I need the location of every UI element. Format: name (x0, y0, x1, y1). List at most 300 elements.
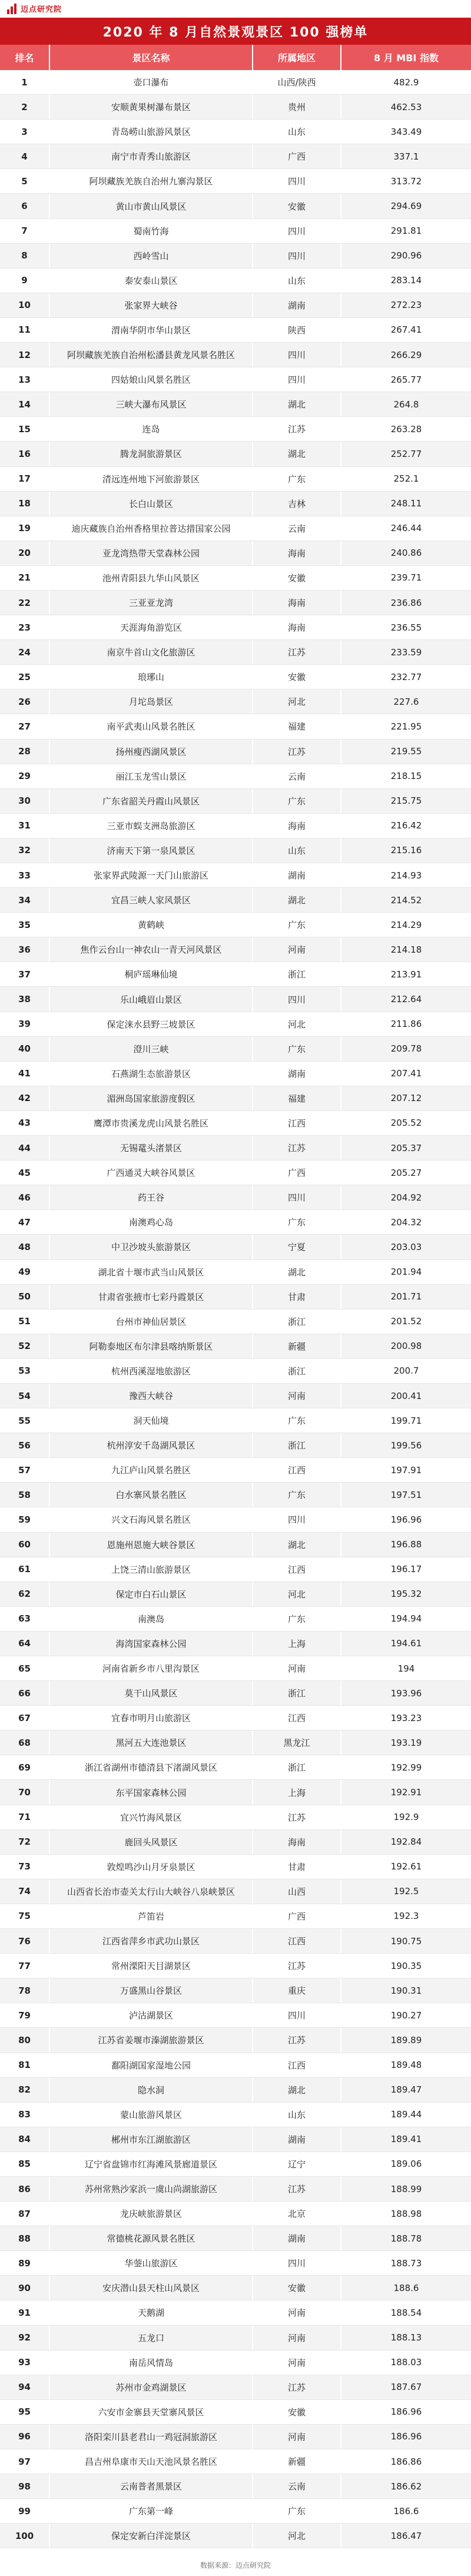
cell-region: 山西 (253, 1879, 341, 1904)
cell-region: 湖南 (253, 863, 341, 887)
cell-mbi: 196.96 (390, 1514, 422, 1525)
cell-mbi: 197.91 (390, 1464, 422, 1476)
cell-name: 五龙口 (50, 2326, 253, 2350)
table-row (0, 1954, 471, 1978)
cell-mbi: 211.86 (390, 1019, 422, 1030)
cell-mbi: 233.59 (390, 647, 422, 658)
cell-rank: 55 (0, 1408, 50, 1433)
cell-rank: 25 (0, 665, 50, 689)
cell-region: 安徽 (253, 2276, 341, 2300)
cell-name: 常德桃花源风景名胜区 (50, 2226, 253, 2250)
cell-name: 江苏省姜堰市溱湖旅游景区 (50, 2028, 253, 2052)
cell-name: 黑河五大连池景区 (50, 1730, 253, 1755)
cell-name: 安庆潜山县天柱山风景区 (50, 2276, 253, 2300)
cell-name: 池州青阳县九华山风景区 (50, 566, 253, 590)
cell-mbi: 215.16 (390, 845, 422, 856)
cell-region: 四川 (253, 2003, 341, 2027)
cell-mbi: 240.86 (390, 548, 422, 559)
table-row (0, 2003, 471, 2028)
table-row (0, 169, 471, 194)
cell-mbi: 252.1 (393, 473, 419, 485)
cell-rank: 46 (0, 1185, 50, 1209)
table-row (0, 2499, 471, 2524)
cell-rank: 94 (0, 2375, 50, 2399)
table-row (0, 2300, 471, 2325)
cell-mbi: 265.77 (390, 374, 422, 385)
cell-region: 上海 (253, 1632, 341, 1656)
cell-name: 泰安泰山景区 (50, 268, 253, 293)
cell-name: 济南天下第一泉风景区 (50, 838, 253, 863)
cell-name: 湖北省十堰市武当山风景区 (50, 1260, 253, 1284)
table-row (0, 1805, 471, 1830)
table-row (0, 442, 471, 466)
cell-region: 江苏 (253, 1954, 341, 1978)
table-row (0, 541, 471, 566)
cell-mbi: 193.19 (390, 1737, 422, 1748)
cell-name: 洞天仙境 (50, 1408, 253, 1433)
cell-mbi: 248.11 (390, 498, 422, 509)
table-row (0, 417, 471, 442)
cell-mbi: 267.41 (390, 324, 422, 336)
cell-rank: 32 (0, 838, 50, 863)
cell-region: 安徽 (253, 194, 341, 218)
cell-rank: 37 (0, 962, 50, 986)
cell-mbi: 200.98 (390, 1341, 422, 1352)
cell-name: 壶口瀑布 (50, 70, 253, 94)
table-row (0, 814, 471, 838)
cell-rank: 36 (0, 937, 50, 962)
cell-region: 江西 (253, 1706, 341, 1730)
cell-mbi: 236.55 (390, 622, 422, 633)
cell-mbi: 201.52 (390, 1316, 422, 1327)
cell-region: 四川 (253, 367, 341, 392)
top-bar (0, 0, 471, 18)
bar-chart-icon (7, 4, 18, 14)
cell-rank: 87 (0, 2202, 50, 2226)
cell-region: 江苏 (253, 640, 341, 664)
table-row (0, 689, 471, 714)
cell-rank: 85 (0, 2152, 50, 2176)
cell-region: 山西/陕西 (253, 70, 341, 94)
cell-mbi: 188.78 (390, 2233, 422, 2244)
cell-region: 河南 (253, 1656, 341, 1680)
cell-rank: 73 (0, 1855, 50, 1879)
cell-name: 海湾国家森林公园 (50, 1632, 253, 1656)
table-row (0, 640, 471, 665)
table-row (0, 219, 471, 244)
cell-rank: 43 (0, 1111, 50, 1135)
table-row (0, 1136, 471, 1161)
cell-region: 陕西 (253, 318, 341, 342)
table-row (0, 2177, 471, 2202)
cell-mbi: 190.27 (390, 2010, 422, 2021)
cell-name: 扬州瘦西湖风景区 (50, 740, 253, 764)
header-mbi: 8 月 MBI 指数 (374, 52, 439, 64)
cell-rank: 71 (0, 1805, 50, 1829)
cell-name: 丽江玉龙雪山景区 (50, 764, 253, 788)
cell-mbi: 462.53 (390, 101, 422, 112)
cell-name: 四姑娘山风景名胜区 (50, 367, 253, 392)
cell-name: 昌吉州阜康市天山天池风景名胜区 (50, 2449, 253, 2474)
table-row (0, 1260, 471, 1285)
table-row (0, 2103, 471, 2127)
cell-name: 东平国家森林公园 (50, 1780, 253, 1804)
cell-region: 广东 (253, 1037, 341, 1061)
table-row (0, 1185, 471, 1210)
cell-region: 湖北 (253, 442, 341, 466)
cell-name: 杭州西溪湿地旅游区 (50, 1359, 253, 1383)
logo-text: 迈点研究院 (21, 5, 62, 14)
cell-mbi: 214.29 (390, 919, 422, 930)
cell-region: 河南 (253, 2425, 341, 2449)
cell-rank: 38 (0, 987, 50, 1011)
cell-mbi: 195.32 (390, 1589, 422, 1600)
cell-region: 湖南 (253, 2127, 341, 2151)
cell-region: 新疆 (253, 1334, 341, 1358)
cell-mbi: 187.67 (390, 2382, 422, 2393)
cell-mbi: 197.51 (390, 1489, 422, 1500)
cell-region: 辽宁 (253, 2152, 341, 2176)
brand-logo (7, 3, 62, 14)
table-row (0, 838, 471, 863)
cell-mbi: 313.72 (390, 175, 422, 187)
cell-rank: 2 (0, 95, 50, 119)
cell-rank: 16 (0, 442, 50, 466)
cell-mbi: 192.61 (390, 1861, 422, 1872)
table-row (0, 913, 471, 937)
table-row (0, 95, 471, 120)
cell-region: 云南 (253, 764, 341, 788)
cell-name: 广东第一峰 (50, 2499, 253, 2523)
cell-name: 广西通灵大峡谷风景区 (50, 1161, 253, 1185)
cell-name: 腾龙洞旅游景区 (50, 442, 253, 466)
cell-name: 南岳风情岛 (50, 2350, 253, 2375)
cell-rank: 60 (0, 1533, 50, 1557)
cell-region: 甘肃 (253, 1855, 341, 1879)
table-row (0, 987, 471, 1012)
table-row (0, 2127, 471, 2152)
cell-rank: 72 (0, 1830, 50, 1854)
cell-region: 江西 (253, 1111, 341, 1135)
table-row (0, 1904, 471, 1929)
table-row (0, 764, 471, 789)
cell-mbi: 199.71 (390, 1415, 422, 1426)
cell-rank: 33 (0, 863, 50, 887)
cell-region: 河南 (253, 937, 341, 962)
cell-rank: 24 (0, 640, 50, 664)
cell-mbi: 221.95 (390, 721, 422, 732)
cell-mbi: 204.32 (390, 1216, 422, 1228)
header-name: 景区名称 (50, 45, 253, 70)
table-row (0, 1285, 471, 1309)
cell-rank: 41 (0, 1062, 50, 1086)
table-row (0, 789, 471, 814)
cell-region: 海南 (253, 1830, 341, 1854)
table-row (0, 1507, 471, 1532)
table-row (0, 665, 471, 689)
cell-mbi: 192.91 (390, 1787, 422, 1798)
cell-mbi: 264.8 (393, 399, 419, 410)
table-row (0, 1483, 471, 1507)
cell-region: 浙江 (253, 1433, 341, 1457)
cell-region: 广东 (253, 789, 341, 813)
table-row (0, 1780, 471, 1805)
cell-rank: 28 (0, 740, 50, 764)
cell-mbi: 192.3 (393, 1911, 419, 1922)
cell-name: 豫西大峡谷 (50, 1384, 253, 1408)
table-row (0, 1607, 471, 1632)
cell-rank: 49 (0, 1260, 50, 1284)
cell-region: 海南 (253, 814, 341, 838)
cell-region: 四川 (253, 1507, 341, 1531)
cell-region: 江苏 (253, 740, 341, 764)
cell-region: 江西 (253, 2053, 341, 2077)
table-row (0, 2276, 471, 2300)
table-row (0, 70, 471, 95)
cell-name: 琅琊山 (50, 665, 253, 689)
cell-rank: 13 (0, 367, 50, 392)
cell-mbi: 219.55 (390, 746, 422, 757)
cell-region: 广东 (253, 467, 341, 491)
cell-region: 四川 (253, 244, 341, 268)
cell-mbi: 201.71 (390, 1291, 422, 1302)
cell-mbi: 263.28 (390, 423, 422, 435)
ranking-table (0, 70, 471, 2548)
cell-name: 河南省新乡市八里沟景区 (50, 1656, 253, 1680)
cell-rank: 77 (0, 1954, 50, 1978)
cell-name: 阿坝藏族羌族自治州松潘县黄龙风景名胜区 (50, 343, 253, 367)
cell-rank: 39 (0, 1012, 50, 1036)
cell-name: 白水寨风景名胜区 (50, 1483, 253, 1507)
cell-name: 天涯海角游览区 (50, 615, 253, 639)
cell-name: 兴文石海风景名胜区 (50, 1507, 253, 1531)
cell-rank: 67 (0, 1706, 50, 1730)
cell-name: 万盛黑山谷景区 (50, 1978, 253, 2003)
cell-rank: 95 (0, 2400, 50, 2424)
cell-region: 江苏 (253, 1805, 341, 1829)
cell-rank: 18 (0, 492, 50, 516)
cell-region: 四川 (253, 343, 341, 367)
cell-mbi: 239.71 (390, 572, 422, 584)
table-row (0, 1582, 471, 1607)
cell-mbi: 343.49 (390, 126, 422, 137)
table-row (0, 244, 471, 268)
cell-rank: 50 (0, 1285, 50, 1309)
cell-name: 华蓥山旅游区 (50, 2251, 253, 2275)
cell-rank: 79 (0, 2003, 50, 2027)
cell-name: 宜兴竹海风景区 (50, 1805, 253, 1829)
cell-rank: 57 (0, 1458, 50, 1482)
table-row (0, 2449, 471, 2474)
cell-name: 黄鹤峡 (50, 913, 253, 937)
cell-name: 南宁市青秀山旅游区 (50, 144, 253, 168)
table-row (0, 1111, 471, 1136)
cell-mbi: 236.86 (390, 597, 422, 608)
table-row (0, 566, 471, 591)
cell-mbi: 192.99 (390, 1762, 422, 1773)
table-row (0, 1458, 471, 1483)
cell-name: 辽宁省盘锦市红海滩风景廊道景区 (50, 2152, 253, 2176)
cell-name: 广东省韶关丹霞山风景区 (50, 789, 253, 813)
cell-region: 江苏 (253, 417, 341, 441)
cell-rank: 90 (0, 2276, 50, 2300)
cell-name: 鹿回头风景区 (50, 1830, 253, 1854)
table-row (0, 144, 471, 169)
cell-mbi: 186.96 (390, 2431, 422, 2442)
cell-region: 山东 (253, 268, 341, 293)
table-row (0, 293, 471, 318)
cell-region: 云南 (253, 516, 341, 541)
cell-region: 江苏 (253, 2028, 341, 2052)
cell-name: 乐山峨眉山景区 (50, 987, 253, 1011)
cell-rank: 76 (0, 1929, 50, 1953)
cell-rank: 29 (0, 764, 50, 788)
cell-name: 恩施州恩施大峡谷景区 (50, 1533, 253, 1557)
cell-mbi: 209.78 (390, 1043, 422, 1055)
cell-rank: 47 (0, 1210, 50, 1234)
cell-name: 三亚市蜈支洲岛旅游区 (50, 814, 253, 838)
cell-rank: 30 (0, 789, 50, 813)
table-row (0, 1706, 471, 1730)
cell-mbi: 214.52 (390, 894, 422, 906)
cell-name: 鄱阳湖国家湿地公园 (50, 2053, 253, 2077)
cell-name: 石燕湖生态旅游景区 (50, 1062, 253, 1086)
cell-mbi: 482.9 (393, 77, 419, 88)
table-header (0, 45, 471, 70)
table-row (0, 1359, 471, 1384)
table-row (0, 1557, 471, 1582)
cell-mbi: 188.98 (390, 2208, 422, 2219)
cell-mbi: 205.27 (390, 1167, 422, 1178)
table-row (0, 2226, 471, 2251)
table-row (0, 120, 471, 144)
table-row (0, 1879, 471, 1904)
table-row (0, 1235, 471, 1259)
table-row (0, 194, 471, 218)
table-row (0, 467, 471, 492)
table-row (0, 392, 471, 417)
cell-rank: 65 (0, 1656, 50, 1680)
cell-mbi: 205.52 (390, 1118, 422, 1129)
table-row (0, 268, 471, 293)
cell-rank: 80 (0, 2028, 50, 2052)
cell-name: 鹰潭市贵溪龙虎山风景名胜区 (50, 1111, 253, 1135)
cell-mbi: 207.12 (390, 1093, 422, 1104)
cell-mbi: 290.96 (390, 250, 422, 261)
cell-rank: 5 (0, 169, 50, 193)
cell-rank: 59 (0, 1507, 50, 1531)
table-row (0, 1855, 471, 1879)
cell-name: 蜀南竹海 (50, 219, 253, 243)
cell-rank: 42 (0, 1086, 50, 1110)
cell-name: 无锡鼋头渚景区 (50, 1136, 253, 1160)
cell-mbi: 189.41 (390, 2134, 422, 2145)
table-row (0, 2078, 471, 2103)
cell-mbi: 207.41 (390, 1068, 422, 1079)
cell-region: 河南 (253, 1384, 341, 1408)
cell-name: 芦笛岩 (50, 1904, 253, 1928)
table-row (0, 937, 471, 962)
cell-rank: 84 (0, 2127, 50, 2151)
cell-name: 迪庆藏族自治州香格里拉普达措国家公园 (50, 516, 253, 541)
cell-rank: 7 (0, 219, 50, 243)
cell-name: 月坨岛景区 (50, 689, 253, 714)
table-row (0, 1334, 471, 1359)
cell-rank: 31 (0, 814, 50, 838)
cell-region: 河南 (253, 2326, 341, 2350)
cell-rank: 78 (0, 1978, 50, 2003)
cell-name: 蒙山旅游风景区 (50, 2103, 253, 2127)
table-row (0, 1730, 471, 1755)
cell-mbi: 216.42 (390, 820, 422, 831)
table-row (0, 2202, 471, 2226)
table-row (0, 1681, 471, 1706)
cell-region: 安徽 (253, 665, 341, 689)
cell-region: 四川 (253, 2251, 341, 2275)
cell-region: 江西 (253, 1557, 341, 1582)
table-row (0, 1062, 471, 1086)
cell-region: 山东 (253, 120, 341, 144)
cell-mbi: 200.7 (393, 1365, 419, 1377)
cell-rank: 56 (0, 1433, 50, 1457)
cell-rank: 8 (0, 244, 50, 268)
cell-mbi: 199.56 (390, 1440, 422, 1451)
cell-name: 南澳岛 (50, 1607, 253, 1631)
cell-region: 江苏 (253, 2375, 341, 2399)
cell-rank: 52 (0, 1334, 50, 1358)
cell-name: 浙江省湖州市德清县下渚湖风景区 (50, 1755, 253, 1779)
cell-rank: 20 (0, 541, 50, 565)
cell-name: 长白山景区 (50, 492, 253, 516)
cell-mbi: 188.73 (390, 2257, 422, 2269)
table-row (0, 1533, 471, 1557)
cell-rank: 89 (0, 2251, 50, 2275)
table-row (0, 2350, 471, 2375)
cell-name: 郴州市东江湖旅游区 (50, 2127, 253, 2151)
cell-name: 澄川三峡 (50, 1037, 253, 1061)
cell-region: 广东 (253, 1483, 341, 1507)
cell-name: 三峡大瀑布风景区 (50, 392, 253, 416)
table-row (0, 1755, 471, 1780)
cell-rank: 92 (0, 2326, 50, 2350)
cell-name: 黄山市黄山风景区 (50, 194, 253, 218)
table-row (0, 1012, 471, 1037)
table-row (0, 863, 471, 888)
cell-region: 贵州 (253, 95, 341, 119)
table-row (0, 492, 471, 516)
cell-rank: 96 (0, 2425, 50, 2449)
cell-region: 河北 (253, 1582, 341, 1606)
cell-region: 海南 (253, 615, 341, 639)
cell-mbi: 192.5 (393, 1886, 419, 1897)
cell-name: 张家界大峡谷 (50, 293, 253, 317)
cell-rank: 45 (0, 1161, 50, 1185)
cell-name: 苏州常熟沙家浜一虞山尚湖旅游区 (50, 2177, 253, 2201)
cell-rank: 10 (0, 293, 50, 317)
cell-rank: 21 (0, 566, 50, 590)
table-row (0, 2400, 471, 2425)
cell-mbi: 186.86 (390, 2456, 422, 2467)
cell-name: 保定涞水县野三坡景区 (50, 1012, 253, 1036)
cell-mbi: 215.75 (390, 795, 422, 807)
table-row (0, 888, 471, 913)
cell-region: 四川 (253, 1185, 341, 1209)
table-row (0, 1210, 471, 1235)
cell-mbi: 294.69 (390, 201, 422, 212)
cell-name: 渭南华阴市华山景区 (50, 318, 253, 342)
cell-rank: 6 (0, 194, 50, 218)
cell-name: 六安市金寨县天堂寨风景区 (50, 2400, 253, 2424)
